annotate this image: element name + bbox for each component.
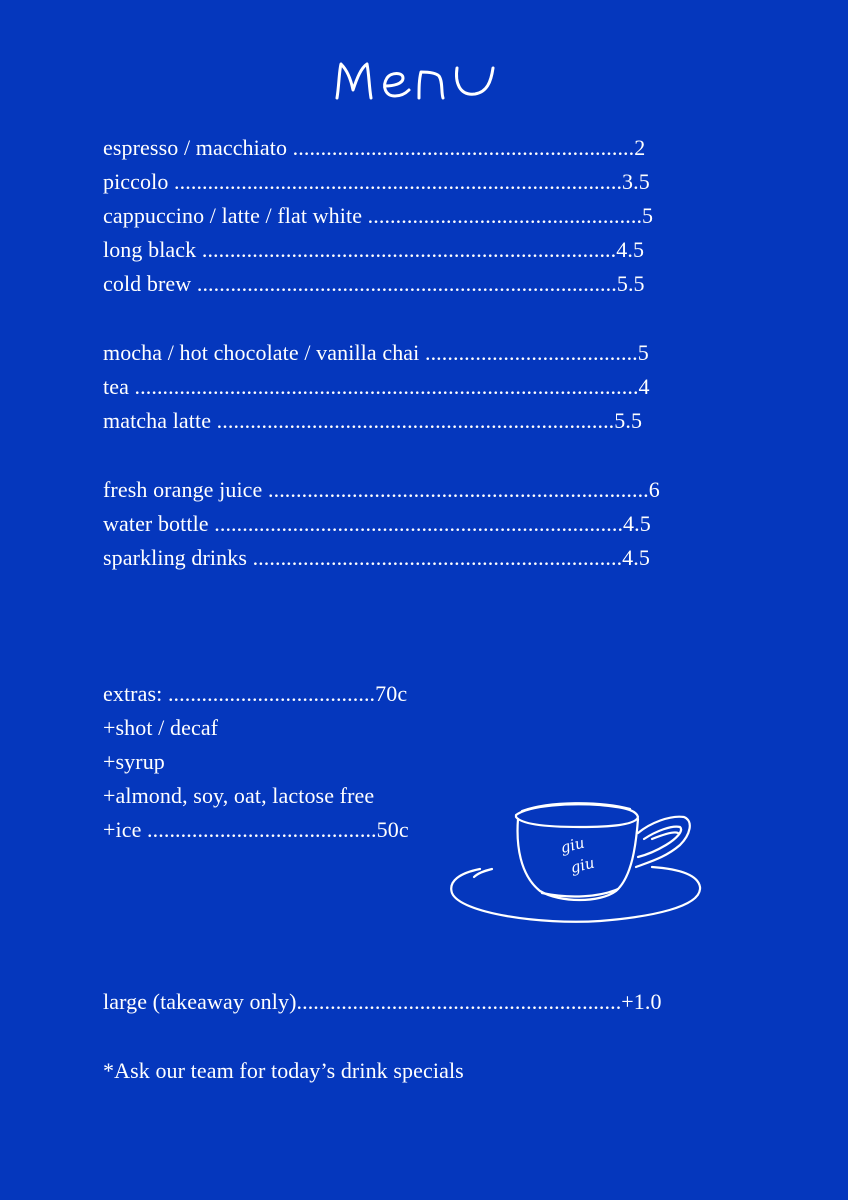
large-size-item: large (takeaway only)..........................................................+1.0 bbox=[103, 989, 662, 1014]
menu-item-cold-brew: cold brew ...........................................................................5.5 bbox=[103, 271, 645, 296]
extras-item-syrup: +syrup bbox=[103, 749, 165, 774]
cup-text-line-1: giu bbox=[558, 833, 587, 857]
extras-item-ice: +ice .........................................50c bbox=[103, 817, 409, 842]
menu-item-matcha-latte: matcha latte .......................................................................5.5 bbox=[103, 408, 643, 433]
menu-item-mocha: mocha / hot chocolate / vanilla chai ......................................5 bbox=[103, 340, 649, 365]
menu-item-cappuccino: cappuccino / latte / flat white .................................................5 bbox=[103, 203, 654, 228]
menu-item-orange-juice: fresh orange juice ....................................................................6 bbox=[103, 477, 660, 502]
menu-item-sparkling-drinks: sparkling drinks ..................................................................4.5 bbox=[103, 545, 650, 570]
menu-item-piccolo: piccolo ................................................................................3.5 bbox=[103, 169, 650, 194]
menu-item-tea: tea ..........................................................................................4 bbox=[103, 374, 650, 399]
menu-title bbox=[0, 39, 848, 117]
coffee-cup-icon bbox=[440, 795, 710, 945]
menu-title-text: Menu bbox=[329, 39, 367, 56]
menu-item-water-bottle: water bottle .........................................................................4.5 bbox=[103, 511, 651, 536]
menu-item-long-black: long black ..........................................................................4.5 bbox=[103, 237, 645, 262]
menu-title-lettering bbox=[329, 39, 519, 112]
menu-item-espresso: espresso / macchiato .............................................................2 bbox=[103, 135, 646, 160]
extras-heading: extras: .....................................70c bbox=[103, 681, 408, 706]
extras-item-shot: +shot / decaf bbox=[103, 715, 219, 740]
specials-note: *Ask our team for today’s drink specials bbox=[103, 1058, 464, 1083]
extras-item-milk: +almond, soy, oat, lactose free bbox=[103, 783, 375, 808]
cup-text-line-2: giu bbox=[568, 853, 597, 877]
